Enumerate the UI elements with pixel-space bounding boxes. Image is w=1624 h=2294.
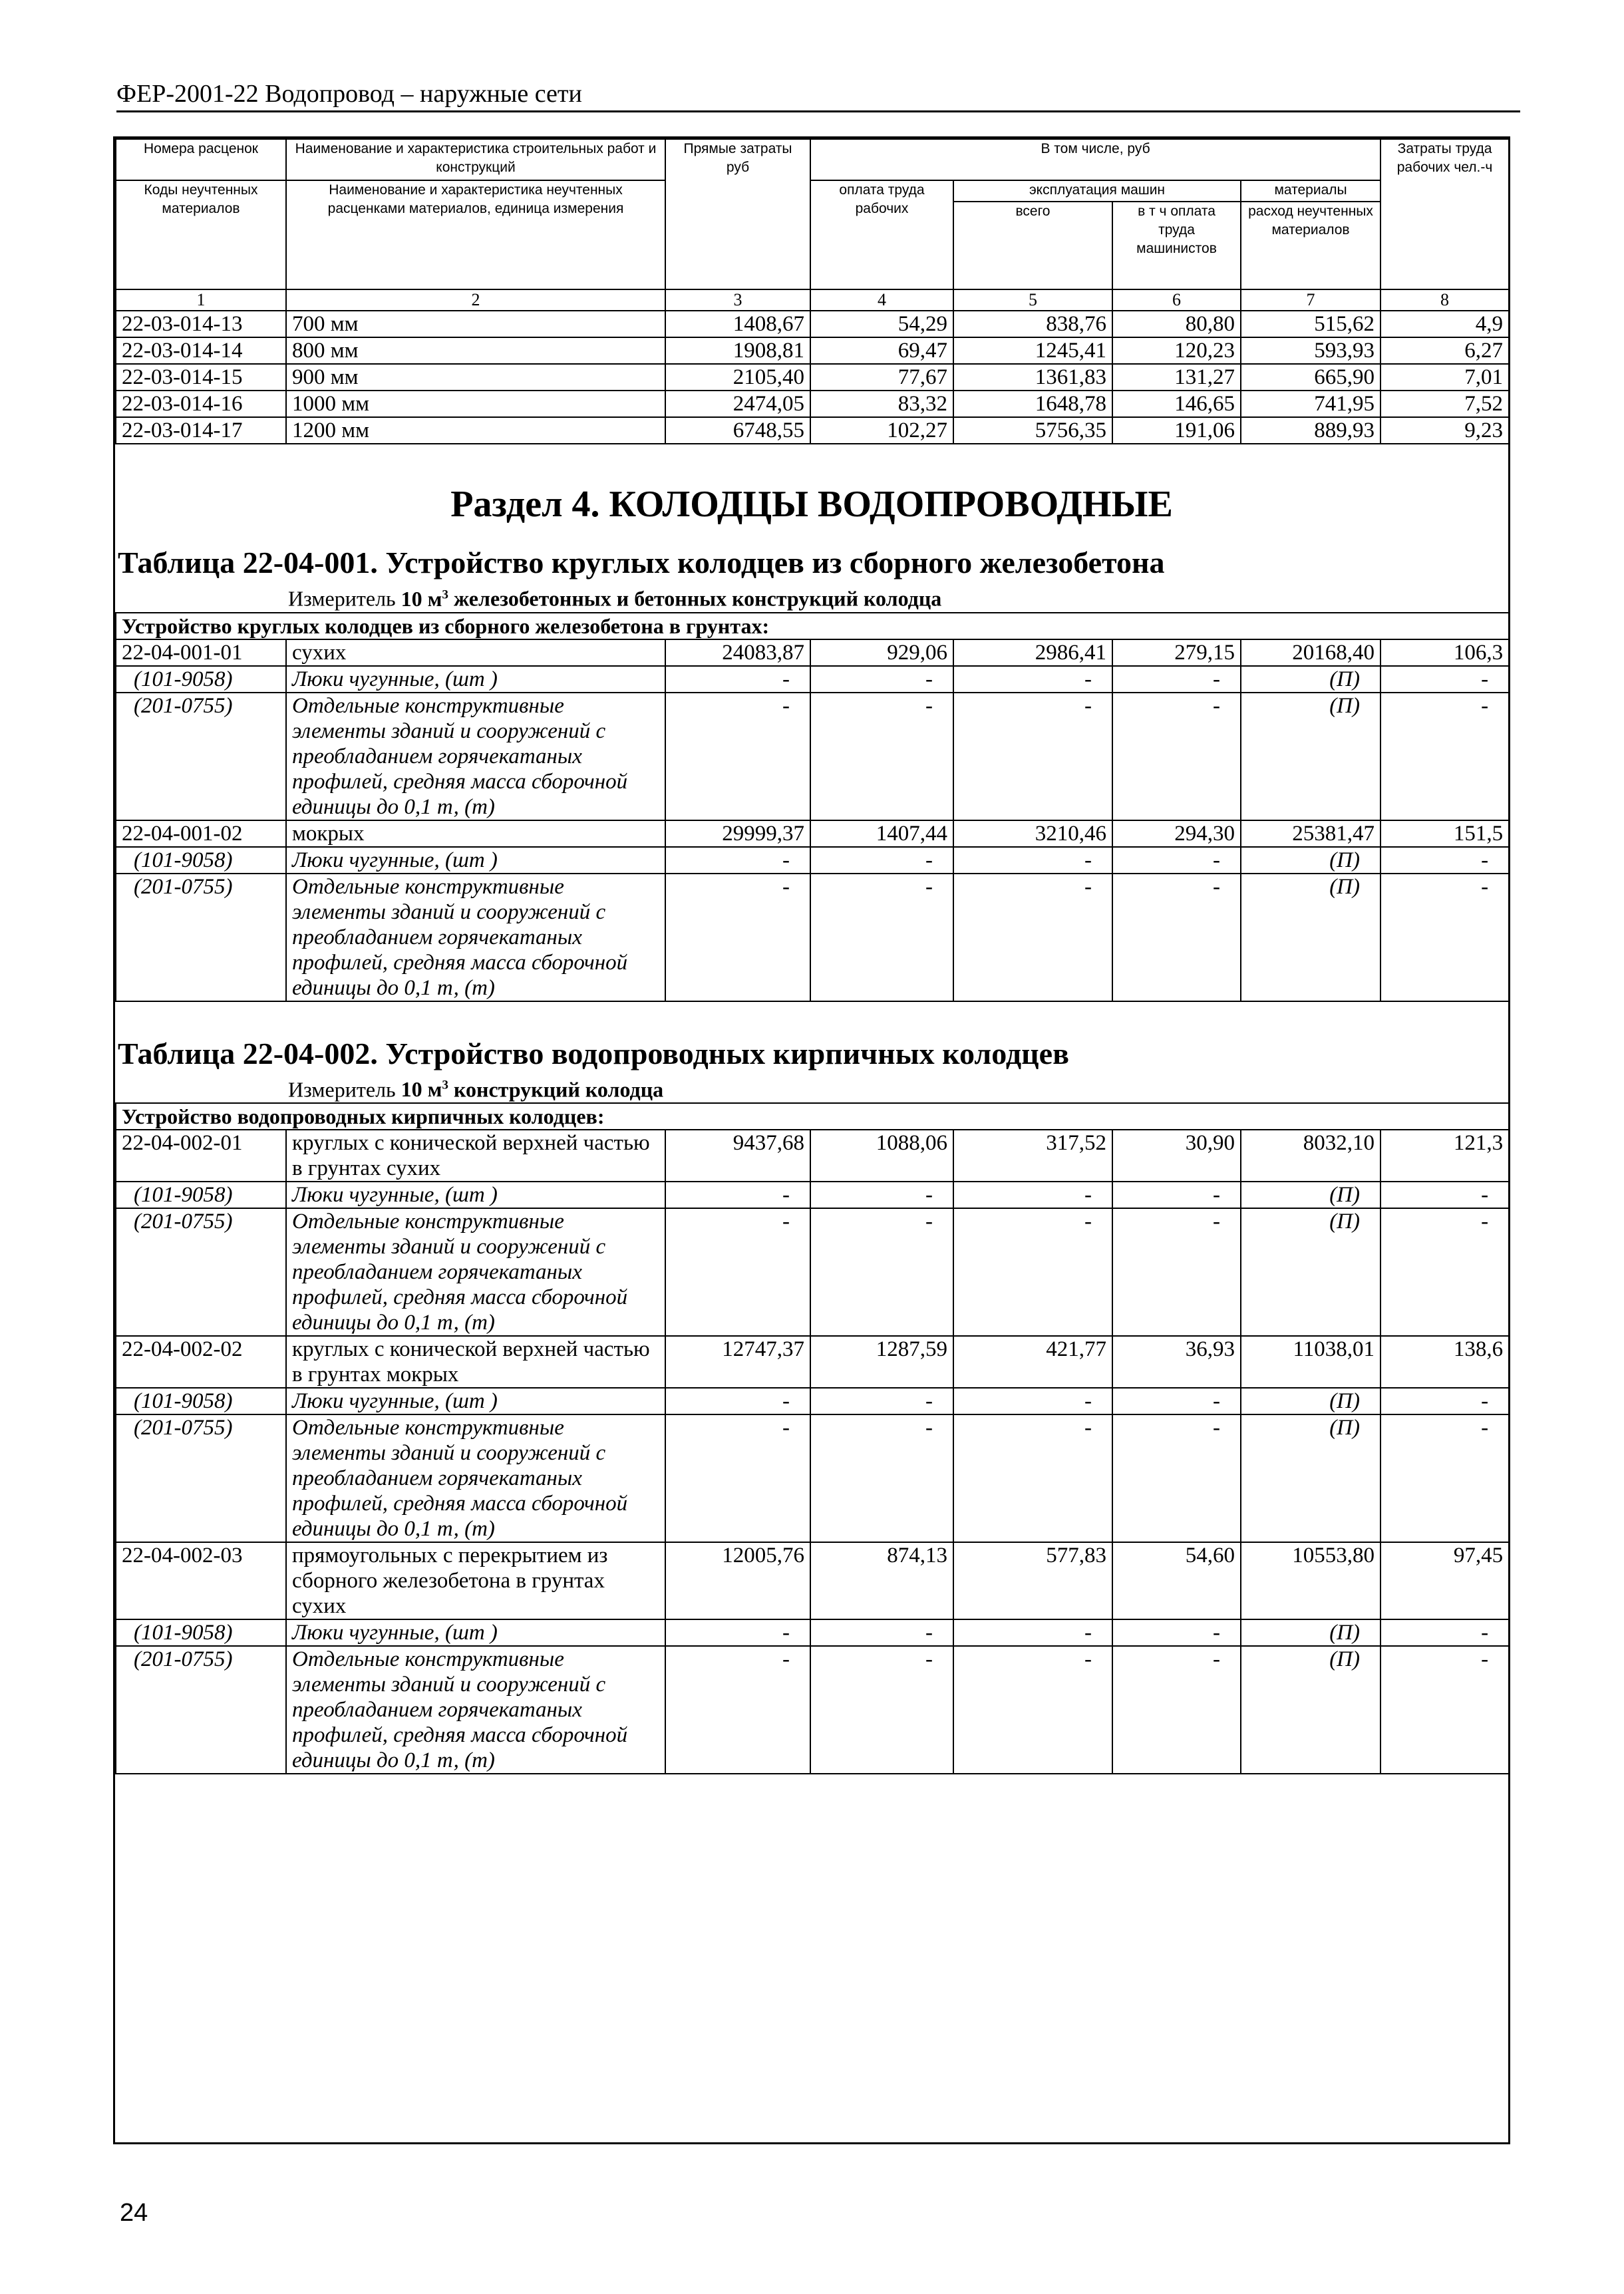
empty-value: - — [1380, 874, 1509, 1001]
table-row — [116, 1130, 1509, 1182]
rate-value: 1287,59 — [810, 1336, 953, 1388]
material-code: (101-9058) — [116, 847, 286, 874]
material-name: Люки чугунные, (шт ) — [286, 1619, 665, 1646]
material-code: (101-9058) — [116, 1388, 286, 1414]
empty-value: - — [1380, 1414, 1509, 1542]
rate-value: 9,23 — [1380, 417, 1509, 444]
empty-value: - — [1380, 693, 1509, 820]
material-row — [116, 847, 1509, 874]
rate-value: 29999,37 — [665, 820, 810, 847]
rate-code: 22-03-014-14 — [116, 337, 286, 364]
material-code: (101-9058) — [116, 666, 286, 693]
empty-value: - — [665, 1208, 810, 1336]
rate-value: 102,27 — [810, 417, 953, 444]
table1-block — [115, 544, 1508, 1002]
material-code: (201-0755) — [116, 1646, 286, 1774]
rate-value: 54,29 — [810, 311, 953, 337]
rate-value: 24083,87 — [665, 639, 810, 666]
table1-measure-value: 10 $м^3$ — [401, 586, 449, 611]
rate-name: круглых с конической верхней частью в грунтах сухих — [286, 1130, 665, 1182]
empty-value: - — [665, 1182, 810, 1208]
empty-value: - — [810, 666, 953, 693]
column-number: 6 — [1112, 289, 1241, 311]
column-number: 1 — [116, 289, 286, 311]
table2 — [115, 1102, 1510, 1774]
empty-value: - — [810, 847, 953, 874]
empty-value: - — [1112, 847, 1241, 874]
empty-value: - — [953, 847, 1112, 874]
column-number: 5 — [953, 289, 1112, 311]
empty-value: - — [810, 1414, 953, 1542]
rate-value: 77,67 — [810, 364, 953, 391]
empty-value: - — [665, 1388, 810, 1414]
material-name: Отдельные конструктивные элементы зданий и сооружений с преобладанием горячекатаных профилей, средняя масса сборочной единицы до 0,1 т, (т) — [286, 693, 665, 820]
empty-value: - — [665, 1619, 810, 1646]
table-row — [116, 337, 1509, 364]
empty-value: - — [1112, 1388, 1241, 1414]
column-number: 3 — [665, 289, 810, 311]
table1-measure-prefix: Измеритель — [288, 586, 396, 611]
header-material-codes: Коды неучтенных материалов — [116, 180, 286, 289]
rate-value: 741,95 — [1241, 391, 1380, 417]
header-rate-numbers: Номера расценок — [116, 139, 286, 180]
material-use-value: (П) — [1241, 847, 1380, 874]
empty-value: - — [1380, 1208, 1509, 1336]
document-frame — [113, 136, 1510, 2144]
empty-value: - — [1380, 1619, 1509, 1646]
rate-value: 1361,83 — [953, 364, 1112, 391]
empty-value: - — [665, 693, 810, 820]
rate-code: 22-03-014-16 — [116, 391, 286, 417]
empty-value: - — [1112, 874, 1241, 1001]
rate-value: 294,30 — [1112, 820, 1241, 847]
empty-value: - — [810, 874, 953, 1001]
material-use-value: (П) — [1241, 666, 1380, 693]
rate-value: 97,45 — [1380, 1542, 1509, 1619]
rate-value: 10553,80 — [1241, 1542, 1380, 1619]
material-use-value: (П) — [1241, 1414, 1380, 1542]
header-material-names: Наименование и характеристика неучтенных расценками материалов, единица измерения — [286, 180, 665, 289]
empty-value: - — [1112, 1646, 1241, 1774]
rate-value: 121,3 — [1380, 1130, 1509, 1182]
empty-value: - — [953, 1619, 1112, 1646]
table-row — [116, 311, 1509, 337]
column-numbers — [116, 289, 1509, 311]
table1-measure-rest: железобетонных и бетонных конструкций колодца — [454, 586, 942, 611]
empty-value: - — [1380, 1182, 1509, 1208]
table2-measure-value: 10 $м^3$ — [401, 1077, 449, 1102]
table-row — [116, 391, 1509, 417]
empty-value: - — [1112, 693, 1241, 820]
rate-value: 1908,81 — [665, 337, 810, 364]
empty-value: - — [810, 1388, 953, 1414]
rate-value: 317,52 — [953, 1130, 1112, 1182]
empty-value: - — [953, 693, 1112, 820]
rate-value: 20168,40 — [1241, 639, 1380, 666]
empty-value: - — [953, 874, 1112, 1001]
rate-code: 22-03-014-17 — [116, 417, 286, 444]
rate-value: 191,06 — [1112, 417, 1241, 444]
rate-value: 12747,37 — [665, 1336, 810, 1388]
rate-value: 131,27 — [1112, 364, 1241, 391]
material-name: Люки чугунные, (шт ) — [286, 847, 665, 874]
header-table — [115, 138, 1510, 444]
header-work-name: Наименование и характеристика строительных работ и конструкций — [286, 139, 665, 180]
rate-name: круглых с конической верхней частью в грунтах мокрых — [286, 1336, 665, 1388]
empty-value: - — [1380, 847, 1509, 874]
rate-value: 2474,05 — [665, 391, 810, 417]
material-row — [116, 1388, 1509, 1414]
material-row — [116, 1414, 1509, 1542]
rate-name: прямоугольных с перекрытием из сборного железобетона в грунтах сухих — [286, 1542, 665, 1619]
rate-value: 2986,41 — [953, 639, 1112, 666]
rate-value: 3210,46 — [953, 820, 1112, 847]
material-code: (201-0755) — [116, 693, 286, 820]
section-title: Раздел 4. КОЛОДЦЫ ВОДОПРОВОДНЫЕ — [450, 484, 1173, 525]
header-material-use: расход неучтенных материалов — [1241, 202, 1380, 289]
rate-value: 421,77 — [953, 1336, 1112, 1388]
table-row — [116, 820, 1509, 847]
empty-value: - — [1380, 1646, 1509, 1774]
page-number: 24 — [120, 2199, 148, 2227]
rate-value: 80,80 — [1112, 311, 1241, 337]
rate-value: 6748,55 — [665, 417, 810, 444]
rate-value: 1408,67 — [665, 311, 810, 337]
rate-value: 30,90 — [1112, 1130, 1241, 1182]
material-row — [116, 1619, 1509, 1646]
empty-value: - — [665, 847, 810, 874]
rate-value: 929,06 — [810, 639, 953, 666]
rate-value: 593,93 — [1241, 337, 1380, 364]
empty-value: - — [1380, 666, 1509, 693]
empty-value: - — [810, 1619, 953, 1646]
rate-value: 12005,76 — [665, 1542, 810, 1619]
material-row — [116, 693, 1509, 820]
material-row — [116, 874, 1509, 1001]
column-number: 7 — [1241, 289, 1380, 311]
material-use-value: (П) — [1241, 874, 1380, 1001]
empty-value: - — [665, 874, 810, 1001]
rate-value: 5756,35 — [953, 417, 1112, 444]
table-row — [116, 364, 1509, 391]
empty-value: - — [810, 1182, 953, 1208]
empty-value: - — [810, 1208, 953, 1336]
material-code: (201-0755) — [116, 1208, 286, 1336]
rate-value: 11038,01 — [1241, 1336, 1380, 1388]
empty-value: - — [1112, 1208, 1241, 1336]
rate-value: 1088,06 — [810, 1130, 953, 1182]
header-machinist-wages: в т ч оплата труда машинистов — [1112, 202, 1241, 289]
rate-value: 25381,47 — [1241, 820, 1380, 847]
rate-value: 1648,78 — [953, 391, 1112, 417]
header-machines: эксплуатация машин — [953, 180, 1241, 202]
empty-value: - — [810, 1646, 953, 1774]
rate-value: 6,27 — [1380, 337, 1509, 364]
column-number: 2 — [286, 289, 665, 311]
rate-value: 889,93 — [1241, 417, 1380, 444]
empty-value: - — [1112, 666, 1241, 693]
empty-value: - — [665, 1646, 810, 1774]
empty-value: - — [953, 1388, 1112, 1414]
rate-value: 106,3 — [1380, 639, 1509, 666]
material-name: Отдельные конструктивные элементы зданий и сооружений с преобладанием горячекатаных профилей, средняя масса сборочной единицы до 0,1 т, (т) — [286, 874, 665, 1001]
header-materials: материалы — [1241, 180, 1380, 202]
column-number: 4 — [810, 289, 953, 311]
material-name: Отдельные конструктивные элементы зданий и сооружений с преобладанием горячекатаных профилей, средняя масса сборочной единицы до 0,1 т, (т) — [286, 1414, 665, 1542]
rate-value: 4,9 — [1380, 311, 1509, 337]
empty-value: - — [1112, 1619, 1241, 1646]
empty-value: - — [953, 1414, 1112, 1542]
material-name: Люки чугунные, (шт ) — [286, 1388, 665, 1414]
table2-measure — [115, 1072, 1508, 1103]
rate-value: 1407,44 — [810, 820, 953, 847]
empty-value: - — [953, 1208, 1112, 1336]
table-row — [116, 1336, 1509, 1388]
rate-value: 7,01 — [1380, 364, 1509, 391]
rate-name: 1000 мм — [286, 391, 665, 417]
empty-value: - — [1112, 1182, 1241, 1208]
material-use-value: (П) — [1241, 1208, 1380, 1336]
rate-code: 22-04-002-02 — [116, 1336, 286, 1388]
header-direct-costs: Прямые затраты руб — [665, 139, 810, 289]
rate-value: 9437,68 — [665, 1130, 810, 1182]
header-labor-pay: оплата труда рабочих — [810, 180, 953, 289]
running-head: ФЕР-2001-22 Водопровод – наружные сети — [116, 79, 1520, 112]
empty-value: - — [953, 1182, 1112, 1208]
material-row — [116, 1208, 1509, 1336]
table1 — [115, 612, 1510, 1002]
table-row — [116, 417, 1509, 444]
material-code: (201-0755) — [116, 1414, 286, 1542]
column-number: 8 — [1380, 289, 1509, 311]
rate-value: 54,60 — [1112, 1542, 1241, 1619]
rate-value: 1245,41 — [953, 337, 1112, 364]
rate-value: 120,23 — [1112, 337, 1241, 364]
rate-value: 8032,10 — [1241, 1130, 1380, 1182]
rate-value: 515,62 — [1241, 311, 1380, 337]
rate-code: 22-04-002-03 — [116, 1542, 286, 1619]
material-row — [116, 1646, 1509, 1774]
empty-value: - — [665, 666, 810, 693]
material-use-value: (П) — [1241, 693, 1380, 820]
header-machines-total: всего — [953, 202, 1112, 289]
material-use-value: (П) — [1241, 1182, 1380, 1208]
rate-name: 700 мм — [286, 311, 665, 337]
material-code: (101-9058) — [116, 1182, 286, 1208]
rate-value: 874,13 — [810, 1542, 953, 1619]
table1-title: Таблица 22-04-001. Устройство круглых колодцев из сборного железобетона — [118, 546, 1165, 579]
material-name: Отдельные конструктивные элементы зданий и сооружений с преобладанием горячекатаных профилей, средняя масса сборочной единицы до 0,1 т, (т) — [286, 1646, 665, 1774]
rate-code: 22-04-002-01 — [116, 1130, 286, 1182]
material-name: Люки чугунные, (шт ) — [286, 1182, 665, 1208]
empty-value: - — [953, 666, 1112, 693]
rate-name: сухих — [286, 639, 665, 666]
empty-value: - — [665, 1414, 810, 1542]
rate-code: 22-03-014-15 — [116, 364, 286, 391]
header-group: В том числе, руб — [810, 139, 1380, 180]
rate-value: 83,32 — [810, 391, 953, 417]
top-rows — [116, 311, 1509, 444]
empty-value: - — [1112, 1414, 1241, 1542]
table-row — [116, 1542, 1509, 1619]
table1-measure — [115, 581, 1508, 612]
rate-value: 577,83 — [953, 1542, 1112, 1619]
table2-measure-rest: конструкций колодца — [454, 1077, 664, 1102]
material-name: Отдельные конструктивные элементы зданий и сооружений с преобладанием горячекатаных профилей, средняя масса сборочной единицы до 0,1 т, (т) — [286, 1208, 665, 1336]
rate-value: 69,47 — [810, 337, 953, 364]
rate-name: мокрых — [286, 820, 665, 847]
material-use-value: (П) — [1241, 1646, 1380, 1774]
empty-value: - — [953, 1646, 1112, 1774]
rate-code: 22-03-014-13 — [116, 311, 286, 337]
table1-subhead: Устройство круглых колодцев из сборного железобетона в грунтах: — [116, 613, 1509, 639]
material-name: Люки чугунные, (шт ) — [286, 666, 665, 693]
empty-value: - — [1380, 1388, 1509, 1414]
material-use-value: (П) — [1241, 1619, 1380, 1646]
rate-value: 151,5 — [1380, 820, 1509, 847]
rate-value: 279,15 — [1112, 639, 1241, 666]
rate-value: 2105,40 — [665, 364, 810, 391]
rate-name: 900 мм — [286, 364, 665, 391]
empty-value: - — [810, 693, 953, 820]
rate-value: 146,65 — [1112, 391, 1241, 417]
table2-block — [115, 1035, 1508, 1775]
material-row — [116, 666, 1509, 693]
rate-value: 138,6 — [1380, 1336, 1509, 1388]
header-labor-costs: Затраты труда рабочих чел.-ч — [1380, 139, 1509, 289]
rate-code: 22-04-001-02 — [116, 820, 286, 847]
rate-value: 838,76 — [953, 311, 1112, 337]
table2-subhead: Устройство водопроводных кирпичных колодцев: — [116, 1103, 1509, 1130]
material-code: (201-0755) — [116, 874, 286, 1001]
material-use-value: (П) — [1241, 1388, 1380, 1414]
table2-measure-prefix: Измеритель — [288, 1077, 396, 1102]
rate-value: 665,90 — [1241, 364, 1380, 391]
rate-name: 800 мм — [286, 337, 665, 364]
rate-value: 36,93 — [1112, 1336, 1241, 1388]
material-row — [116, 1182, 1509, 1208]
table2-title: Таблица 22-04-002. Устройство водопроводных кирпичных колодцев — [118, 1036, 1069, 1070]
rate-value: 7,52 — [1380, 391, 1509, 417]
table-row — [116, 639, 1509, 666]
material-code: (101-9058) — [116, 1619, 286, 1646]
rate-code: 22-04-001-01 — [116, 639, 286, 666]
rate-name: 1200 мм — [286, 417, 665, 444]
